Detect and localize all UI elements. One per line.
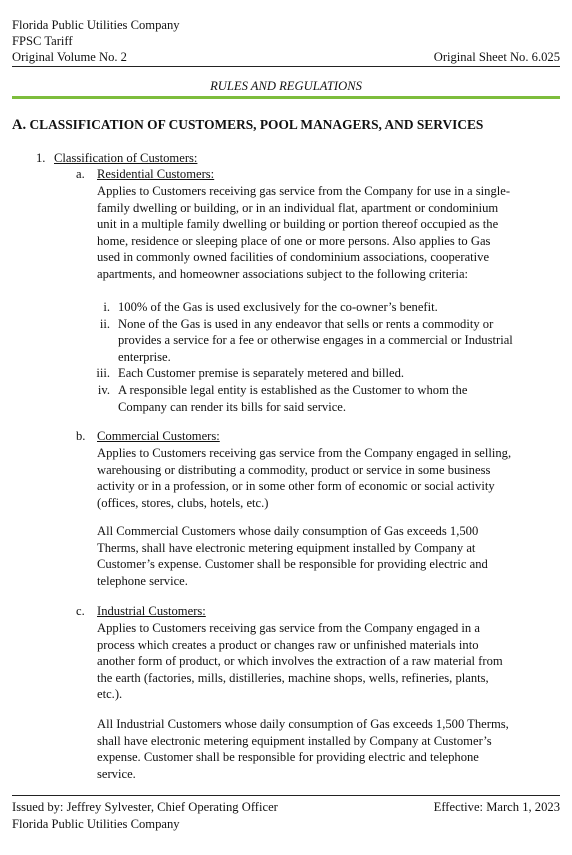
- residential-paragraph: [97, 183, 565, 283]
- text-line: Applies to Customers receiving gas service from the Company engaged in a: [97, 621, 480, 635]
- text-line: (offices, stores, clubs, hotels, etc.): [97, 495, 269, 510]
- text-line: home, residence or sleeping place of one or more persons. Also applies to Gas: [97, 233, 491, 248]
- list-item: [80, 382, 565, 415]
- subitem-label: Commercial Customers:: [97, 429, 220, 443]
- list-number: i.: [103, 300, 110, 314]
- header-rule: [12, 66, 560, 67]
- industrial-paragraph-1: [97, 620, 565, 703]
- text-line: All Commercial Customers whose daily consumption of Gas exceeds 1,500: [97, 524, 479, 538]
- text-line: etc.).: [97, 687, 123, 702]
- text-line: service.: [97, 766, 136, 781]
- text-line: Applies to Customers receiving gas service from the Company engaged in selling,: [97, 446, 512, 460]
- section-letter: A.: [12, 117, 27, 133]
- section-heading: [12, 117, 483, 134]
- header-volume-row: [12, 49, 560, 65]
- text-line: process which creates a product or changes raw or unfinished materials into: [97, 637, 479, 652]
- text-line: 100% of the Gas is used exclusively for the co-owner’s benefit.: [118, 300, 438, 314]
- text-line: family dwelling or building, or in an individual flat, apartment or condominium: [97, 200, 499, 215]
- text-line: activity or in a profession, or in some other form of economic or social activity: [97, 479, 495, 494]
- text-line: None of the Gas is used in any endeavor that sells or rents a commodity or: [118, 316, 494, 331]
- text-line: unit in a multiple family dwelling or building or portion thereof occupied as the: [97, 217, 499, 232]
- text-line: Company can render its bills for said service.: [118, 399, 347, 414]
- text-line: provides a service for a fee or otherwise engages in a commercial or Industrial: [118, 333, 513, 348]
- text-line: Customer’s expense. Customer shall be responsible for providing electric and: [97, 557, 488, 572]
- footer-issued: Issued by: Jeffrey Sylvester, Chief Operating Officer: [12, 800, 278, 814]
- header-company: Florida Public Utilities Company: [12, 18, 180, 32]
- subitem-commercial: [76, 428, 220, 445]
- criteria-list: [80, 299, 565, 415]
- subitem-letter: a.: [76, 167, 85, 181]
- subitem-label: Residential Customers:: [97, 167, 215, 181]
- header-tariff: FPSC Tariff: [12, 34, 73, 48]
- text-line: apartments, and homeowner associations subject to the following criteria:: [97, 266, 469, 281]
- header-volume: Original Volume No. 2: [12, 50, 127, 64]
- text-line: enterprise.: [118, 349, 171, 364]
- industrial-paragraph-2: [97, 716, 565, 782]
- text-line: All Industrial Customers whose daily consumption of Gas exceeds 1,500 Therms,: [97, 717, 509, 731]
- text-line: another form of product, or which involves the extraction of a raw material from: [97, 654, 503, 669]
- page-header: [12, 17, 560, 65]
- footer-row: [12, 816, 560, 833]
- subitem-letter: c.: [76, 604, 85, 618]
- header-sheet: Original Sheet No. 6.025: [433, 50, 560, 64]
- subitem-industrial: [76, 603, 206, 620]
- text-line: shall have electronic metering equipment installed by Company at Customer’s: [97, 733, 492, 748]
- text-line: expense. Customer shall be responsible for providing electric and telephone: [97, 750, 479, 765]
- footer-company: Florida Public Utilities Company: [12, 817, 180, 831]
- list-item: [80, 299, 565, 316]
- commercial-paragraph-2: [97, 523, 565, 589]
- list-item: [80, 365, 565, 382]
- text-line: telephone service.: [97, 573, 188, 588]
- list-number: iv.: [97, 382, 110, 397]
- page-title: RULES AND REGULATIONS: [210, 79, 362, 93]
- list-number: iii.: [96, 366, 110, 381]
- item-classification: [36, 150, 197, 167]
- section-title: CLASSIFICATION OF CUSTOMERS, POOL MANAGERS, AND SERVICES: [29, 117, 484, 132]
- subitem-letter: b.: [76, 429, 86, 443]
- footer-rule: [12, 795, 560, 796]
- text-line: Applies to Customers receiving gas service from the Company for use in a single-: [97, 184, 511, 198]
- subitem-residential: [76, 166, 214, 183]
- text-line: A responsible legal entity is established as the Customer to whom the: [118, 382, 468, 397]
- list-number: ii.: [99, 316, 110, 331]
- item-label: Classification of Customers:: [54, 151, 198, 165]
- text-line: warehousing or distributing a commodity, product or service in some business: [97, 462, 491, 477]
- text-line: Each Customer premise is separately metered and billed.: [118, 366, 405, 381]
- text-line: the earth (factories, mills, distilleries, machine shops, wells, refineries, plants,: [97, 670, 489, 685]
- item-number: 1.: [36, 151, 46, 165]
- list-item: [80, 316, 565, 366]
- commercial-paragraph-1: [97, 445, 565, 511]
- text-line: used in commonly owned facilities of condominium associations, cooperative: [97, 250, 490, 265]
- text-line: Therms, shall have electronic metering equipment installed by Company at: [97, 540, 476, 555]
- page-footer: [12, 799, 560, 833]
- subitem-label: Industrial Customers:: [97, 604, 206, 618]
- title-underline: [12, 96, 560, 99]
- footer-row: [12, 799, 560, 816]
- footer-effective: Effective: March 1, 2023: [433, 800, 560, 814]
